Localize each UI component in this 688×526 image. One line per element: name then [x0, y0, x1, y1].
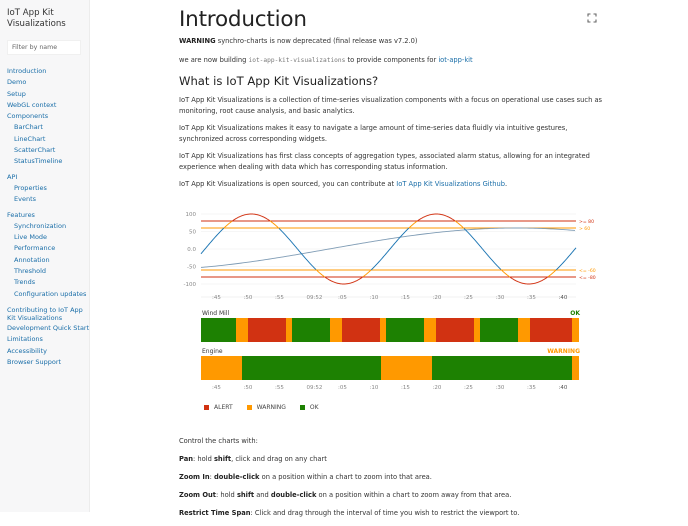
svg-text:>= 80: >= 80 [579, 218, 594, 224]
status-segment-ok [201, 318, 236, 342]
sidebar-item-introduction[interactable]: Introduction [7, 66, 89, 77]
sidebar-item-features[interactable]: Features [7, 210, 89, 221]
legend-swatch [247, 405, 252, 410]
control-instruction: Pan: hold shift, click and drag on any chart [179, 454, 609, 465]
filter-input[interactable] [7, 40, 81, 55]
legend-swatch [300, 405, 305, 410]
x-tick: :35 [527, 295, 536, 301]
status-segment-warning [518, 318, 530, 342]
sidebar-item-threshold[interactable]: Threshold [7, 266, 89, 277]
status-row-label: Wind Mill [202, 310, 229, 317]
status-segment-ok [480, 318, 518, 342]
legend-label: WARNING [257, 404, 286, 411]
svg-text:<= -80: <= -80 [579, 274, 596, 280]
x-tick: :10 [370, 385, 379, 391]
line-chart[interactable] [179, 204, 599, 304]
sidebar-item-accessibility[interactable]: Accessibility [7, 346, 89, 357]
svg-text:<= -60: <= -60 [579, 267, 596, 273]
x-tick: 09:52 [307, 295, 323, 301]
status-segment-alert [248, 318, 286, 342]
x-tick: :05 [338, 295, 347, 301]
line-chart-x-axis [179, 295, 599, 305]
legend-item-alert [204, 404, 233, 411]
section-title: What is IoT App Kit Visualizations? [179, 74, 609, 88]
status-segment-warning [201, 356, 242, 380]
svg-text:-50: -50 [187, 264, 196, 270]
warning-label: WARNING [179, 37, 216, 45]
x-tick: :40 [559, 295, 568, 301]
x-tick: :15 [401, 385, 410, 391]
intro-paragraph-4: IoT App Kit Visualizations is open sourced, you can contribute at IoT App Kit Visualizations Github. [179, 179, 609, 190]
x-tick: 09:52 [307, 385, 323, 391]
x-tick: :45 [212, 295, 221, 301]
x-tick: :20 [433, 385, 442, 391]
status-segment-ok [292, 318, 330, 342]
status-segment-alert [530, 318, 572, 342]
status-row-current: WARNING [547, 348, 580, 355]
sidebar-item-properties[interactable]: Properties [7, 183, 89, 194]
status-segment-ok [242, 356, 381, 380]
sidebar-item-linechart[interactable]: LineChart [7, 134, 89, 145]
sidebar-item-demo[interactable]: Demo [7, 77, 89, 88]
status-bar-engine[interactable] [201, 356, 579, 380]
svg-text:50: 50 [189, 229, 196, 235]
sidebar-item-components[interactable]: Components [7, 111, 89, 122]
status-segment-alert [342, 318, 380, 342]
demo-charts [179, 204, 609, 424]
sidebar-item-events[interactable]: Events [7, 194, 89, 205]
sidebar-item-development-quick-start[interactable]: Development Quick Start [7, 323, 89, 334]
status-bar-wind-mill[interactable] [201, 318, 579, 342]
sidebar-item-performance[interactable]: Performance [7, 243, 89, 254]
sidebar-item-contributing-to-iot-app-kit-visualizations[interactable]: Contributing to IoT App Kit Visualizations [7, 304, 87, 323]
sidebar-item-webgl-context[interactable]: WebGL context [7, 100, 89, 111]
sidebar-item-scatterchart[interactable]: ScatterChart [7, 145, 89, 156]
sidebar-item-annotation[interactable]: Annotation [7, 255, 89, 266]
x-tick: :20 [433, 295, 442, 301]
x-tick: :40 [559, 385, 568, 391]
github-link[interactable]: IoT App Kit Visualizations Github [396, 180, 505, 188]
package-code: iot-app-kit-visualizations [249, 57, 346, 64]
status-row-current: OK [570, 310, 580, 317]
status-segment-ok [386, 318, 424, 342]
sidebar [0, 0, 90, 512]
sidebar-item-setup[interactable]: Setup [7, 89, 89, 100]
x-tick: :25 [464, 385, 473, 391]
x-tick: :55 [275, 385, 284, 391]
controls-section [179, 436, 609, 519]
intro-paragraph-1: IoT App Kit Visualizations is a collection of time-series visualization components with a focus on operational use cases such as monitoring, root cause analysis, and basic analytics. [179, 95, 609, 116]
status-segment-alert [436, 318, 474, 342]
legend-swatch [204, 405, 209, 410]
deprecation-warning: WARNING synchro-charts is now deprecated (final release was v7.2.0) [179, 36, 609, 47]
svg-text:> 60: > 60 [579, 225, 590, 231]
status-segment-warning [236, 318, 248, 342]
intro-paragraph-3: IoT App Kit Visualizations has first class concepts of aggregation types, associated alarm status, allowing for an integrated experience when dealing with data which has corresponding status information. [179, 151, 609, 172]
sidebar-item-api[interactable]: API [7, 172, 89, 183]
controls-list [179, 454, 609, 519]
x-tick: :55 [275, 295, 284, 301]
control-instruction: Zoom Out: hold shift and double-click on a position within a chart to zoom away from that area. [179, 490, 609, 501]
control-instruction: Zoom In: double-click on a position within a chart to zoom into that area. [179, 472, 609, 483]
x-tick: :30 [496, 295, 505, 301]
sidebar-item-trends[interactable]: Trends [7, 277, 89, 288]
x-tick: :50 [244, 385, 253, 391]
sidebar-item-limitations[interactable]: Limitations [7, 334, 89, 345]
main-content [179, 0, 609, 526]
legend-label: OK [310, 404, 319, 411]
sidebar-title: IoT App Kit Visualizations [7, 8, 77, 30]
sidebar-nav [7, 66, 89, 368]
svg-text:100: 100 [186, 212, 197, 218]
control-instruction: Restrict Time Span: Click and drag through the interval of time you wish to restrict the viewport to. [179, 508, 609, 519]
intro-paragraph-2: IoT App Kit Visualizations makes it easy to navigate a large amount of time-series data fluidly via intuitive gestures, synchronized across corresponding widgets. [179, 123, 609, 144]
status-legend [204, 404, 319, 411]
status-segment-warning [572, 318, 579, 342]
status-segment-warning [381, 356, 432, 380]
legend-item-ok [300, 404, 319, 411]
status-segment-warning [330, 318, 342, 342]
page-title: Introduction [179, 7, 609, 33]
svg-text:0.0: 0.0 [187, 247, 196, 253]
sidebar-item-browser-support[interactable]: Browser Support [7, 357, 89, 368]
status-segment-ok [432, 356, 572, 380]
status-segment-warning [424, 318, 436, 342]
sidebar-item-barchart[interactable]: BarChart [7, 122, 89, 133]
sidebar-item-statustimeline[interactable]: StatusTimeline [7, 156, 89, 167]
fullscreen-icon[interactable] [587, 13, 597, 23]
status-segment-warning [572, 356, 579, 380]
sidebar-item-live-mode[interactable]: Live Mode [7, 232, 89, 243]
svg-text:-100: -100 [184, 282, 197, 288]
x-tick: :35 [527, 385, 536, 391]
x-tick: :30 [496, 385, 505, 391]
sidebar-item-configuration-updates[interactable]: Configuration updates [7, 289, 89, 300]
iot-app-kit-link[interactable]: iot-app-kit [438, 56, 472, 64]
building-note: we are now building iot-app-kit-visualizations to provide components for iot-app-kit [179, 55, 609, 67]
x-tick: :25 [464, 295, 473, 301]
legend-item-warning [247, 404, 286, 411]
x-tick: :15 [401, 295, 410, 301]
x-tick: :10 [370, 295, 379, 301]
sidebar-item-synchronization[interactable]: Synchronization [7, 221, 89, 232]
legend-label: ALERT [214, 404, 233, 411]
controls-intro: Control the charts with: [179, 436, 609, 447]
status-x-axis [179, 385, 599, 395]
x-tick: :05 [338, 385, 347, 391]
status-row-label: Engine [202, 348, 223, 355]
x-tick: :45 [212, 385, 221, 391]
x-tick: :50 [244, 295, 253, 301]
